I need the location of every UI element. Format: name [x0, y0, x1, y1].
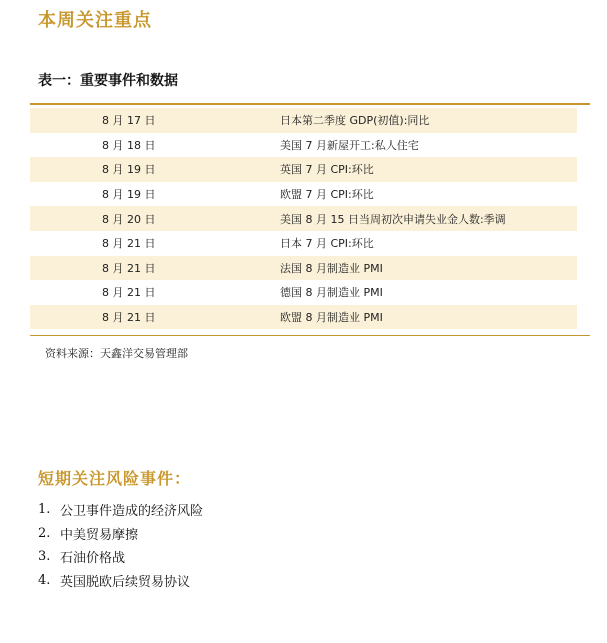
table-row	[30, 108, 577, 133]
row-event: 法国 8 月制造业 PMI	[280, 261, 383, 275]
table-top-rule	[30, 103, 590, 105]
list-number: 3.	[38, 549, 51, 565]
source-note: 资料来源：天鑫洋交易管理部	[45, 347, 188, 360]
list-item	[38, 522, 203, 546]
list-number: 2.	[38, 525, 51, 541]
table-row	[30, 305, 577, 330]
list-text: 中美贸易摩擦	[60, 527, 139, 543]
table-row	[30, 280, 577, 305]
row-date: 8 月 17 日	[102, 114, 156, 128]
section-title: 本周关注重点	[38, 10, 152, 31]
table-row	[30, 157, 577, 182]
row-event: 英国 7 月 CPI:环比	[280, 163, 374, 177]
row-event: 日本 7 月 CPI:环比	[280, 237, 374, 251]
row-date: 8 月 20 日	[102, 212, 156, 226]
row-date: 8 月 19 日	[102, 163, 156, 177]
row-event: 德国 8 月制造业 PMI	[280, 286, 383, 300]
row-event: 美国 8 月 15 日当周初次申请失业金人数:季调	[280, 212, 506, 226]
list-text: 公卫事件造成的经济风险	[60, 504, 204, 520]
row-date: 8 月 21 日	[102, 311, 156, 325]
risk-section-title: 短期关注风险事件：	[38, 469, 192, 488]
list-number: 1.	[38, 502, 51, 518]
list-item	[38, 498, 203, 522]
list-number: 4.	[38, 572, 51, 588]
table-row	[30, 182, 577, 207]
table-row	[30, 133, 577, 158]
row-event: 欧盟 7 月 CPI:环比	[280, 188, 374, 202]
risk-list	[38, 498, 203, 592]
list-text: 英国脱欧后续贸易协议	[60, 574, 191, 590]
row-event: 日本第二季度 GDP(初值):同比	[280, 114, 430, 128]
row-event: 美国 7 月新屋开工:私人住宅	[280, 138, 419, 152]
list-item	[38, 545, 203, 569]
row-date: 8 月 21 日	[102, 261, 156, 275]
table-title: 表一：重要事件和数据	[38, 73, 178, 89]
table-row	[30, 231, 577, 256]
list-text: 石油价格战	[60, 551, 126, 567]
table-row	[30, 206, 577, 231]
table-row	[30, 256, 577, 281]
row-date: 8 月 19 日	[102, 188, 156, 202]
row-date: 8 月 18 日	[102, 138, 156, 152]
row-date: 8 月 21 日	[102, 286, 156, 300]
events-table	[30, 108, 577, 329]
row-event: 欧盟 8 月制造业 PMI	[280, 311, 383, 325]
row-date: 8 月 21 日	[102, 237, 156, 251]
list-item	[38, 569, 203, 593]
table-bottom-rule	[30, 335, 590, 336]
